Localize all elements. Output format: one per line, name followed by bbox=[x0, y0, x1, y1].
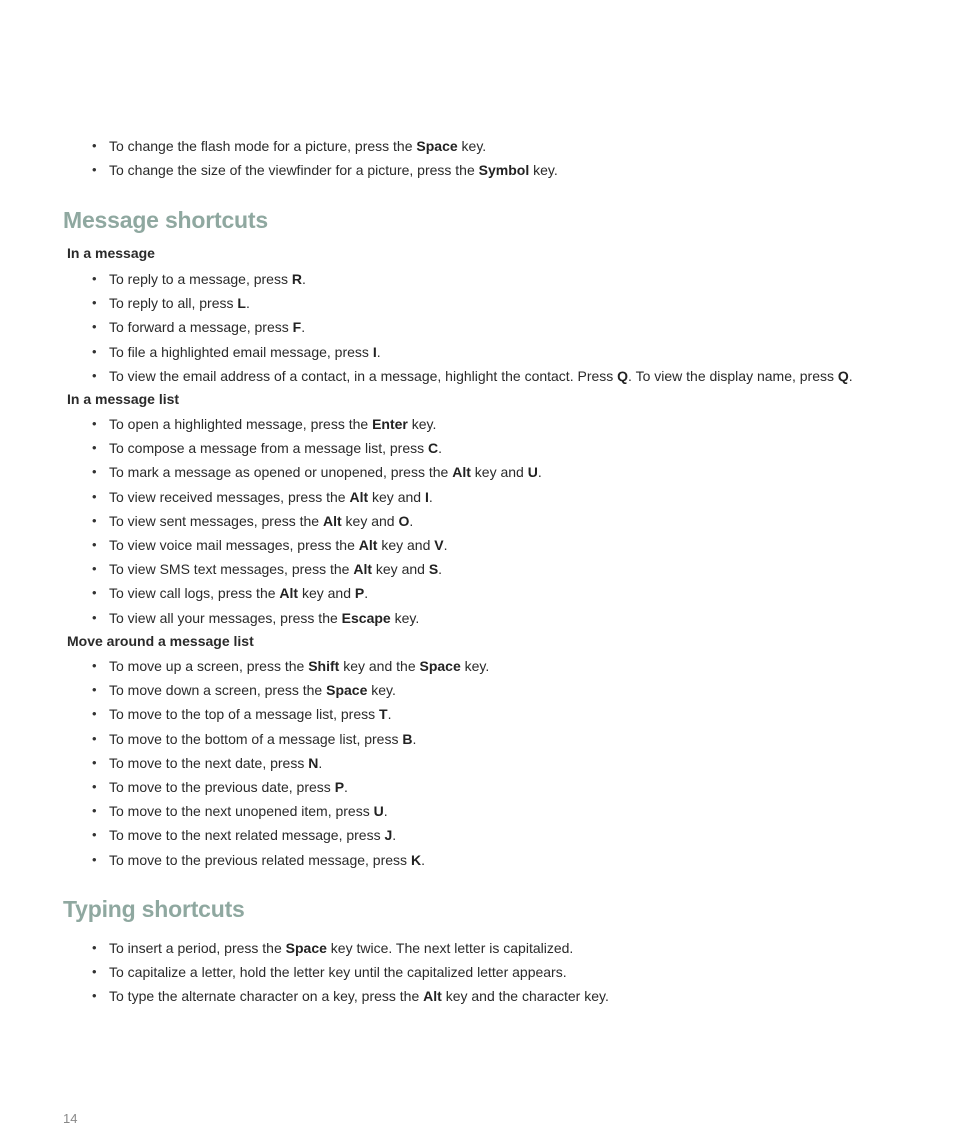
key-name: C bbox=[428, 440, 439, 457]
key-name: Shift bbox=[308, 658, 340, 674]
item-text: key and bbox=[372, 561, 429, 578]
item-text: . bbox=[443, 536, 448, 553]
key-name: T bbox=[379, 706, 388, 723]
list-item bbox=[0, 318, 954, 342]
item-text: . bbox=[428, 488, 433, 505]
list-item bbox=[0, 851, 954, 875]
key-name: U bbox=[527, 464, 538, 481]
list-item bbox=[0, 560, 954, 584]
item-text: To move to the top of a message list, press bbox=[109, 706, 380, 723]
item-text: To move to the previous related message, press bbox=[109, 851, 411, 868]
item-text: To mark a message as opened or unopened, press the bbox=[109, 464, 453, 481]
key-name: V bbox=[434, 536, 444, 553]
item-text: To move to the next date, press bbox=[109, 754, 309, 771]
list-item bbox=[0, 270, 954, 294]
item-text: key. bbox=[367, 682, 396, 699]
item-text: . bbox=[421, 851, 425, 868]
key-name: R bbox=[291, 271, 302, 287]
key-name: Q bbox=[617, 367, 629, 384]
list-item bbox=[0, 826, 954, 850]
key-name: Alt bbox=[358, 536, 378, 553]
list-item bbox=[0, 609, 954, 633]
item-text: To insert a period, press the bbox=[109, 940, 286, 956]
in-message-bullet-list bbox=[0, 270, 954, 391]
key-name: Symbol bbox=[478, 162, 530, 179]
list-item bbox=[0, 584, 954, 608]
item-text: . bbox=[387, 706, 392, 723]
item-text: . bbox=[412, 730, 417, 747]
key-name: Alt bbox=[279, 585, 299, 602]
key-name: L bbox=[237, 295, 246, 312]
list-item bbox=[0, 137, 954, 161]
item-text: . bbox=[245, 295, 250, 312]
item-text: To type the alternate character on a key, press the bbox=[109, 988, 424, 1005]
list-item bbox=[0, 778, 954, 802]
key-name: Alt bbox=[353, 561, 372, 578]
section-title-message-shortcuts: Message shortcuts bbox=[63, 207, 268, 233]
item-text: To compose a message from a message list, press bbox=[109, 440, 429, 457]
item-text: . bbox=[344, 778, 348, 795]
page-number: 14 bbox=[63, 1111, 78, 1126]
key-name: P bbox=[354, 585, 365, 602]
section-title-typing-shortcuts: Typing shortcuts bbox=[63, 896, 245, 922]
list-item bbox=[0, 939, 954, 963]
move-around-block bbox=[0, 657, 954, 875]
key-name: Space bbox=[326, 682, 368, 699]
item-text: To view sent messages, press the bbox=[109, 512, 323, 529]
key-name: Space bbox=[419, 658, 461, 674]
key-name: Alt bbox=[349, 488, 369, 505]
list-item bbox=[0, 802, 954, 826]
typing-shortcuts-bullet-list bbox=[0, 939, 954, 1012]
item-text: To forward a message, press bbox=[109, 319, 293, 336]
subheading-move-around: Move around a message list bbox=[67, 633, 254, 649]
move-around-bullet-list bbox=[0, 657, 954, 875]
list-item bbox=[0, 488, 954, 512]
list-item bbox=[0, 439, 954, 463]
key-name: Enter bbox=[372, 416, 408, 432]
key-name: S bbox=[428, 561, 439, 578]
item-text: To view all your messages, press the bbox=[109, 609, 342, 626]
list-item bbox=[0, 987, 954, 1011]
list-item bbox=[0, 294, 954, 318]
list-item bbox=[0, 367, 954, 391]
key-name: Alt bbox=[323, 512, 342, 529]
in-message-list-block bbox=[0, 415, 954, 633]
list-item bbox=[0, 681, 954, 705]
key-name: Alt bbox=[452, 464, 471, 481]
item-text: To reply to all, press bbox=[109, 295, 238, 312]
list-item bbox=[0, 463, 954, 487]
item-text: key and bbox=[377, 536, 435, 553]
list-item bbox=[0, 657, 954, 681]
item-text: key and the character key. bbox=[441, 988, 609, 1005]
list-item bbox=[0, 536, 954, 560]
key-name: Alt bbox=[423, 988, 442, 1005]
item-text: To view call logs, press the bbox=[109, 585, 280, 602]
item-text: key. bbox=[460, 658, 490, 674]
item-text: To change the size of the viewfinder for a picture, press the bbox=[109, 162, 479, 179]
key-name: I bbox=[372, 343, 377, 360]
item-text: . bbox=[848, 367, 853, 384]
key-name: P bbox=[334, 778, 345, 795]
key-name: Space bbox=[416, 138, 458, 154]
key-name: N bbox=[308, 754, 319, 771]
item-text: key. bbox=[390, 609, 420, 626]
item-text: . bbox=[302, 271, 306, 287]
item-text: To view voice mail messages, press the bbox=[109, 536, 359, 553]
item-text: key and the bbox=[339, 658, 420, 674]
item-text: To open a highlighted message, press the bbox=[109, 416, 373, 432]
item-text: To view SMS text messages, press the bbox=[109, 561, 354, 578]
item-text: . bbox=[364, 585, 369, 602]
item-text: To move to the bottom of a message list, press bbox=[109, 730, 403, 747]
list-item bbox=[0, 512, 954, 536]
item-text: key and bbox=[368, 488, 425, 505]
item-text: key. bbox=[529, 162, 558, 179]
item-text: . bbox=[537, 464, 542, 481]
intro-list-block bbox=[0, 137, 954, 185]
list-item bbox=[0, 161, 954, 185]
item-text: To view the email address of a contact, in a message, highlight the contact. Press bbox=[109, 367, 618, 384]
list-item bbox=[0, 963, 954, 987]
key-name: F bbox=[292, 319, 302, 336]
key-name: Q bbox=[837, 367, 849, 384]
item-text: To change the flash mode for a picture, press the bbox=[109, 138, 417, 154]
item-text: . bbox=[392, 827, 397, 844]
item-text: To move up a screen, press the bbox=[109, 658, 309, 674]
item-text: key. bbox=[457, 138, 487, 154]
typing-shortcuts-block bbox=[0, 939, 954, 1012]
item-text: . bbox=[318, 754, 323, 771]
list-item bbox=[0, 415, 954, 439]
item-text: . bbox=[301, 319, 306, 336]
list-item bbox=[0, 343, 954, 367]
item-text: . bbox=[383, 803, 388, 820]
item-text: key and bbox=[470, 464, 528, 481]
item-text: . bbox=[409, 512, 414, 529]
intro-bullet-list bbox=[0, 137, 954, 185]
item-text: key. bbox=[407, 416, 437, 432]
item-text: To move to the previous date, press bbox=[109, 778, 335, 795]
item-text: key and bbox=[341, 512, 399, 529]
item-text: To capitalize a letter, hold the letter key until the capitalized letter appears. bbox=[109, 964, 567, 981]
list-item bbox=[0, 754, 954, 778]
key-name: Escape bbox=[341, 609, 391, 626]
subheading-in-a-message-list: In a message list bbox=[67, 391, 180, 407]
item-text: . bbox=[438, 440, 443, 457]
item-text: To move to the next unopened item, press bbox=[109, 803, 374, 820]
key-name: Space bbox=[285, 940, 327, 956]
item-text: To reply to a message, press bbox=[109, 271, 292, 287]
key-name: U bbox=[373, 803, 384, 820]
list-item bbox=[0, 705, 954, 729]
key-name: B bbox=[402, 730, 413, 747]
subheading-in-a-message: In a message bbox=[67, 245, 155, 261]
key-name: K bbox=[410, 851, 422, 868]
item-text: To file a highlighted email message, press bbox=[109, 343, 373, 360]
in-message-block bbox=[0, 270, 954, 391]
list-item bbox=[0, 730, 954, 754]
item-text: To view received messages, press the bbox=[109, 488, 350, 505]
item-text: . bbox=[376, 343, 381, 360]
item-text: . To view the display name, press bbox=[628, 367, 838, 384]
item-text: key twice. The next letter is capitalized. bbox=[326, 940, 574, 956]
key-name: J bbox=[384, 827, 393, 844]
in-message-list-bullet-list bbox=[0, 415, 954, 633]
item-text: . bbox=[438, 561, 443, 578]
item-text: key and bbox=[298, 585, 355, 602]
key-name: I bbox=[424, 488, 429, 505]
item-text: To move down a screen, press the bbox=[109, 682, 327, 699]
key-name: O bbox=[398, 512, 410, 529]
item-text: To move to the next related message, press bbox=[109, 827, 385, 844]
